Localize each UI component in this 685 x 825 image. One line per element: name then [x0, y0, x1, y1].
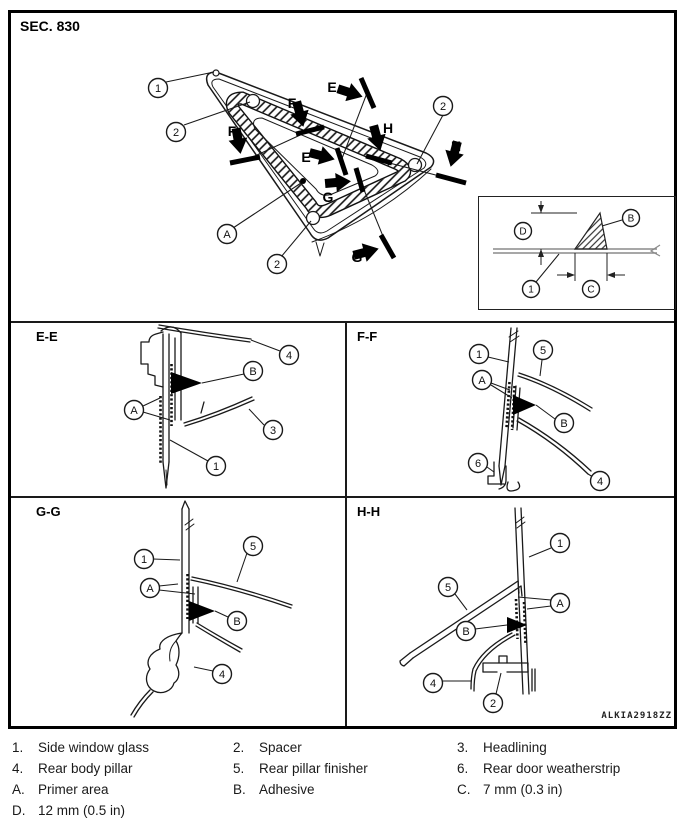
callout-glass-1 [551, 534, 570, 553]
section-view-ee [11, 324, 344, 495]
svg-text:4: 4 [429, 678, 437, 690]
callout-spacer-2-upper [167, 123, 186, 142]
section-view-hh [348, 499, 673, 725]
svg-text:5: 5 [249, 541, 257, 553]
section-view-ff [348, 324, 673, 495]
legend-key: 3. [457, 740, 469, 755]
hh-primer-strip-right [524, 602, 526, 645]
callout-glass-1 [149, 79, 168, 98]
legend-text: Spacer [259, 740, 302, 755]
svg-text:2: 2 [273, 259, 281, 271]
legend-key: 5. [233, 761, 245, 776]
section-view-gg [11, 499, 344, 725]
ee-adhesive-triangle [171, 372, 202, 394]
svg-text:4: 4 [285, 350, 293, 362]
svg-text:G: G [351, 249, 363, 265]
legend-key: 1. [12, 740, 24, 755]
legend-text: 7 mm (0.3 in) [483, 782, 563, 797]
svg-text:B: B [462, 626, 470, 638]
legend-key: B. [233, 782, 246, 797]
glass-corner-detail [213, 70, 219, 76]
callout-primer-a [473, 371, 492, 390]
svg-text:B: B [560, 418, 568, 430]
svg-text:1: 1 [212, 461, 220, 473]
cut-mark-h-right [436, 138, 467, 183]
callout-finisher-5 [244, 537, 263, 556]
cut-mark-g-bottom [351, 235, 394, 265]
callout-rear-body-pillar-4 [424, 674, 443, 693]
callout-primer-a [125, 401, 144, 420]
callout-glass-1 [207, 457, 226, 476]
svg-text:F: F [227, 123, 237, 139]
svg-text:5: 5 [444, 582, 452, 594]
svg-text:F: F [287, 95, 297, 111]
svg-text:1: 1 [475, 349, 483, 361]
svg-text:2: 2 [439, 101, 447, 113]
callout-adhesive-b [623, 210, 640, 227]
ee-glass [163, 334, 169, 488]
svg-text:B: B [249, 366, 257, 378]
dimension-c [557, 253, 625, 281]
callout-rear-body-pillar-4 [280, 346, 299, 365]
ff-adhesive-triangle [513, 395, 536, 415]
svg-text:E: E [301, 149, 311, 165]
svg-text:5: 5 [539, 345, 547, 357]
legend-key: 6. [457, 761, 469, 776]
legend-text: Headlining [483, 740, 547, 755]
divider-vertical [345, 321, 347, 726]
callout-height-d [515, 223, 532, 240]
svg-text:1: 1 [140, 554, 148, 566]
svg-text:A: A [223, 229, 231, 241]
svg-text:G: G [322, 189, 334, 205]
ee-rear-body-pillar-curve [158, 325, 251, 342]
callout-adhesive-b [244, 362, 263, 381]
callout-headlining-3 [264, 421, 283, 440]
legend-key: C. [457, 782, 471, 797]
view-label-ff: F-F [357, 329, 378, 344]
cut-mark-e-top [327, 78, 374, 108]
gg-rear-pillar-finisher-curve [191, 577, 292, 608]
callout-spacer-2-right [434, 97, 453, 116]
callout-glass-1 [470, 345, 489, 364]
legend-row [0, 740, 685, 760]
svg-text:2: 2 [172, 127, 180, 139]
legend-text: Side window glass [38, 740, 150, 755]
svg-text:A: A [146, 583, 154, 595]
overview-diagram [10, 30, 480, 320]
legend-text: Primer area [38, 782, 109, 797]
callout-finisher-5 [534, 341, 553, 360]
view-label-hh: H-H [357, 504, 381, 519]
svg-text:B: B [627, 213, 635, 225]
callout-adhesive-b [228, 612, 247, 631]
legend-text: Rear pillar finisher [259, 761, 368, 776]
callout-rear-body-pillar-4 [213, 665, 232, 684]
legend-row [0, 803, 685, 823]
hh-rear-body-pillar-curve [471, 633, 515, 691]
svg-text:C: C [587, 284, 595, 296]
cut-mark-e-mid [301, 143, 346, 175]
callout-finisher-5 [439, 578, 458, 597]
svg-text:6: 6 [474, 458, 482, 470]
callout-primer-a [551, 594, 570, 613]
callout-weatherstrip-6 [469, 454, 488, 473]
divider-horizontal-2 [11, 496, 674, 498]
callout-primer-a [141, 579, 160, 598]
svg-text:1: 1 [154, 83, 162, 95]
svg-text:4: 4 [596, 476, 604, 488]
svg-text:1: 1 [556, 538, 564, 550]
legend-row [0, 761, 685, 781]
view-label-ee: E-E [36, 329, 58, 344]
hh-primer-strip-left [516, 599, 518, 639]
figure-id: ALKIA2918ZZ [601, 711, 672, 721]
svg-text:H: H [450, 138, 462, 154]
ee-headlining-curve [184, 397, 254, 426]
callout-width-c [583, 281, 600, 298]
svg-text:H: H [382, 120, 394, 136]
bead-detail-drawing [479, 197, 674, 308]
svg-text:B: B [233, 616, 241, 628]
legend-text: Rear door weatherstrip [483, 761, 621, 776]
adhesive-bead-triangle [575, 213, 607, 249]
callout-adhesive-b [555, 414, 574, 433]
gg-adhesive-triangle [189, 601, 215, 621]
callout-spacer-2 [484, 694, 503, 713]
callout-glass-1 [135, 550, 154, 569]
callout-glass-1 [523, 281, 540, 298]
dimension-d [531, 201, 577, 265]
svg-text:D: D [519, 226, 527, 238]
svg-text:A: A [478, 375, 486, 387]
callout-rear-body-pillar-4 [591, 472, 610, 491]
cut-letter-e: E [327, 79, 337, 95]
callout-primer-a [218, 225, 237, 244]
legend-text: Rear body pillar [38, 761, 133, 776]
legend-key: D. [12, 803, 26, 818]
legend-key: A. [12, 782, 25, 797]
legend-text: Adhesive [259, 782, 315, 797]
ff-weatherstrip [488, 462, 520, 491]
legend-key: 4. [12, 761, 24, 776]
svg-text:A: A [556, 598, 564, 610]
callout-spacer-2-bottom [268, 255, 287, 274]
legend-row [0, 782, 685, 802]
callout-adhesive-b [457, 622, 476, 641]
ff-rear-body-pillar-curve [517, 418, 591, 474]
legend-key: 2. [233, 740, 245, 755]
legend-text: 12 mm (0.5 in) [38, 803, 126, 818]
divider-horizontal-1 [11, 321, 674, 323]
svg-text:3: 3 [269, 425, 277, 437]
svg-text:4: 4 [218, 669, 226, 681]
svg-text:2: 2 [489, 698, 497, 710]
svg-text:1: 1 [528, 284, 534, 296]
section-title: SEC. 830 [20, 18, 80, 34]
svg-text:A: A [130, 405, 138, 417]
view-label-gg: G-G [36, 504, 61, 519]
